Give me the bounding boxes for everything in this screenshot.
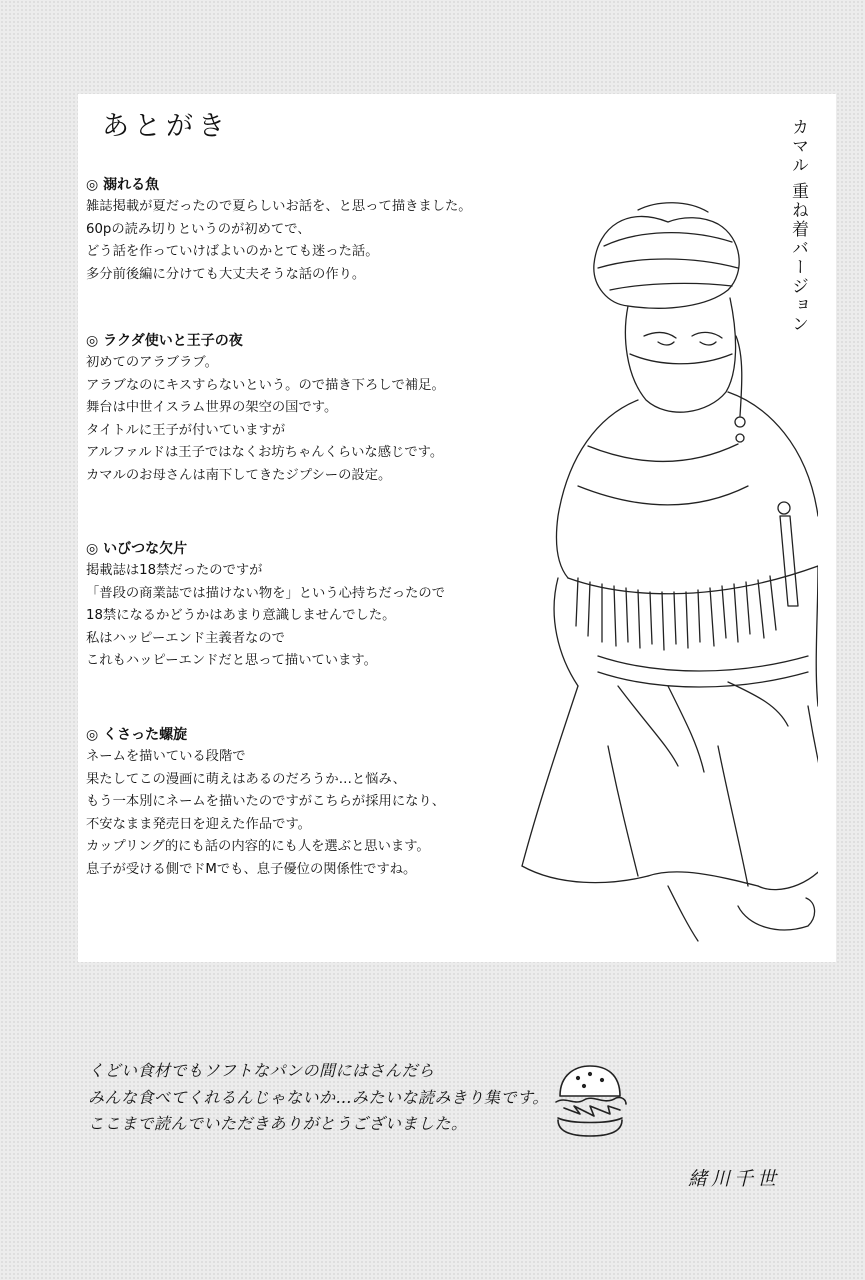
section-line: 18禁になるかどうかはあまり意識しませんでした。	[86, 608, 396, 624]
hamburger-icon	[550, 1060, 630, 1142]
section-line: アルファルドは王子ではなくお坊ちゃんくらいな感じです。	[86, 445, 444, 461]
section-rakuda	[86, 330, 445, 488]
section-line: 初めてのアラブラブ。	[86, 355, 218, 370]
section-heading: ◎ ラクダ使いと王子の夜	[86, 333, 243, 349]
character-name: カマル	[788, 118, 808, 175]
section-line: 多分前後編に分けても大丈夫そうな話の作り。	[86, 266, 366, 282]
page-title: あとがき	[102, 111, 230, 142]
author-signature: 緒川千世	[688, 1168, 781, 1190]
section-line: 掲載誌は18禁だったのですが	[86, 563, 263, 578]
section-line: 舞台は中世イスラム世界の架空の国です。	[86, 400, 338, 416]
section-heading: ◎ くさった螺旋	[86, 727, 188, 743]
section-line: ネームを描いている段階で	[86, 749, 246, 764]
section-heading: ◎ 溺れる魚	[86, 177, 160, 193]
section-line: タイトルに王子が付いていますが	[86, 422, 286, 438]
section-line: 果たしてこの漫画に萌えはあるのだろうか…と悩み、	[86, 771, 406, 787]
closing-message	[88, 1058, 549, 1138]
section-ibitsu	[86, 538, 445, 673]
section-line: 息子が受ける側でドMでも、息子優位の関係性ですね。	[86, 861, 417, 877]
version-label: 重ね着バージョン	[788, 182, 808, 335]
section-line: 「普段の商業誌では描けない物を」という心持ちだったので	[86, 585, 446, 601]
section-line: アラブなのにキスすらないという。ので描き下ろしで補足。	[86, 377, 445, 393]
closing-line: くどい食材でもソフトなパンの間にはさんだら	[88, 1061, 435, 1080]
closing-line: みんな食べてくれるんじゃないか…みたいな読みきり集です。	[88, 1087, 549, 1107]
closing-line: ここまで読んでいただきありがとうございました。	[88, 1114, 468, 1133]
section-heading: ◎ いびつな欠片	[86, 541, 188, 557]
section-line: これもハッピーエンドだと思って描いています。	[86, 653, 377, 669]
section-kusatta-rasen	[86, 724, 445, 882]
section-oboreru-sakana	[86, 174, 472, 286]
character-illustration	[518, 186, 818, 946]
section-line: もう一本別にネームを描いたのですがこちらが採用になり、	[86, 794, 446, 810]
section-line: 私はハッピーエンド主義者なので	[86, 630, 285, 646]
section-line: カップリング的にも話の内容的にも人を選ぶと思います。	[86, 839, 430, 855]
section-line: どう話を作っていけばよいのかとても迷った話。	[86, 244, 379, 260]
afterword-panel	[78, 94, 836, 962]
section-line: 不安なまま発売日を迎えた作品です。	[86, 816, 311, 832]
section-line: カマルのお母さんは南下してきたジプシーの設定。	[86, 467, 392, 483]
section-line: 雑誌掲載が夏だったので夏らしいお話を、と思って描きました。	[86, 199, 472, 214]
section-line: 60pの読み切りというのが初めてで、	[86, 221, 311, 237]
